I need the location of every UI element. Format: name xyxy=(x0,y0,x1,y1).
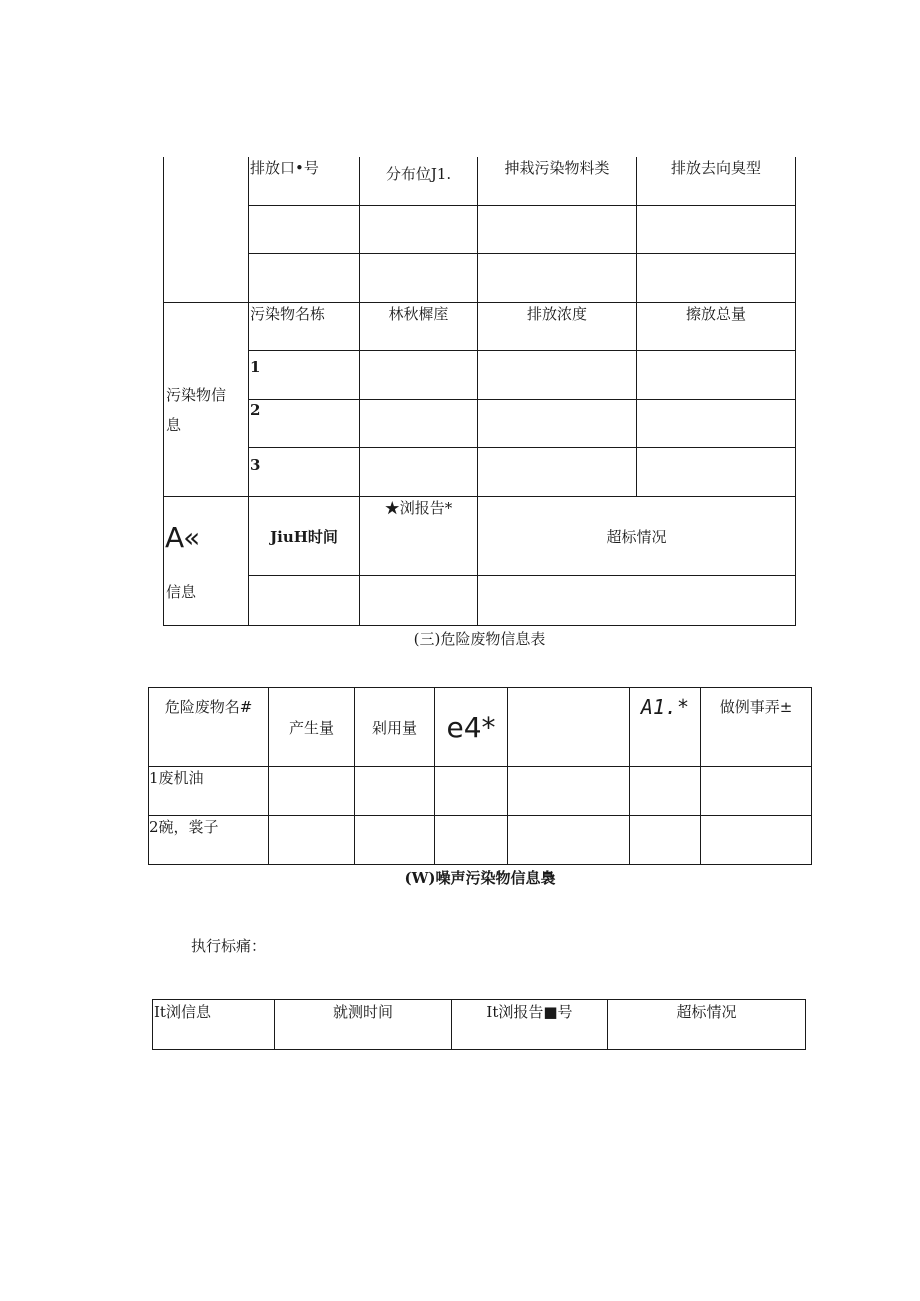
header-noise-report: It浏报告■号 xyxy=(486,1003,573,1021)
header-exceed-status: 超标情况 xyxy=(606,528,667,546)
header-distribution: 分布位J1. xyxy=(385,165,452,183)
row-number-2: 2 xyxy=(250,401,261,419)
header-utilized-amount: 剁用量 xyxy=(371,719,417,737)
header-outlet-number: 排放口•号 xyxy=(250,159,319,177)
monitor-label-large: A« xyxy=(165,521,201,554)
header-col7: 做例事弄± xyxy=(719,698,793,716)
row-number-1: 1 xyxy=(250,358,261,376)
monitor-label-small: 信息 xyxy=(166,583,197,601)
header-total-emission: 擦放总量 xyxy=(685,305,746,323)
header-col4: e4* xyxy=(446,711,496,744)
header-monitor-report: ★浏报告* xyxy=(384,499,453,517)
execution-standard-label: 执行标痛： xyxy=(191,937,267,955)
header-concentration: 排放浓度 xyxy=(526,305,587,323)
header-noise-exceed: 超标情况 xyxy=(676,1003,737,1021)
header-monitor-info: It浏信息 xyxy=(154,1003,211,1021)
header-waste-name: 危险废物名# xyxy=(164,698,253,716)
waste-row-2-name: 2碗，裳子 xyxy=(149,818,219,836)
waste-row-1-name: 1废机油 xyxy=(149,769,204,787)
header-generated-amount: 产生量 xyxy=(288,719,334,737)
header-standard: 林秋樨庢 xyxy=(388,305,449,323)
header-noise-time: 就测时间 xyxy=(332,1003,393,1021)
header-pollutant-type: 抻栽污染物料类 xyxy=(504,159,610,177)
header-monitor-time: JiuH时间 xyxy=(270,528,338,546)
caption-hazardous-waste: (三)危险废物信息表 xyxy=(413,630,546,648)
header-col6: A1.* xyxy=(640,695,690,719)
pollutant-section-label: 污染物信息 xyxy=(166,386,227,434)
header-pollutant-name: 污染物名栋 xyxy=(250,305,326,323)
header-discharge-destination: 排放去向臭型 xyxy=(670,159,761,177)
row-number-3: 3 xyxy=(250,456,261,474)
caption-noise: (W)噪声污染物信息裊 xyxy=(404,869,556,887)
